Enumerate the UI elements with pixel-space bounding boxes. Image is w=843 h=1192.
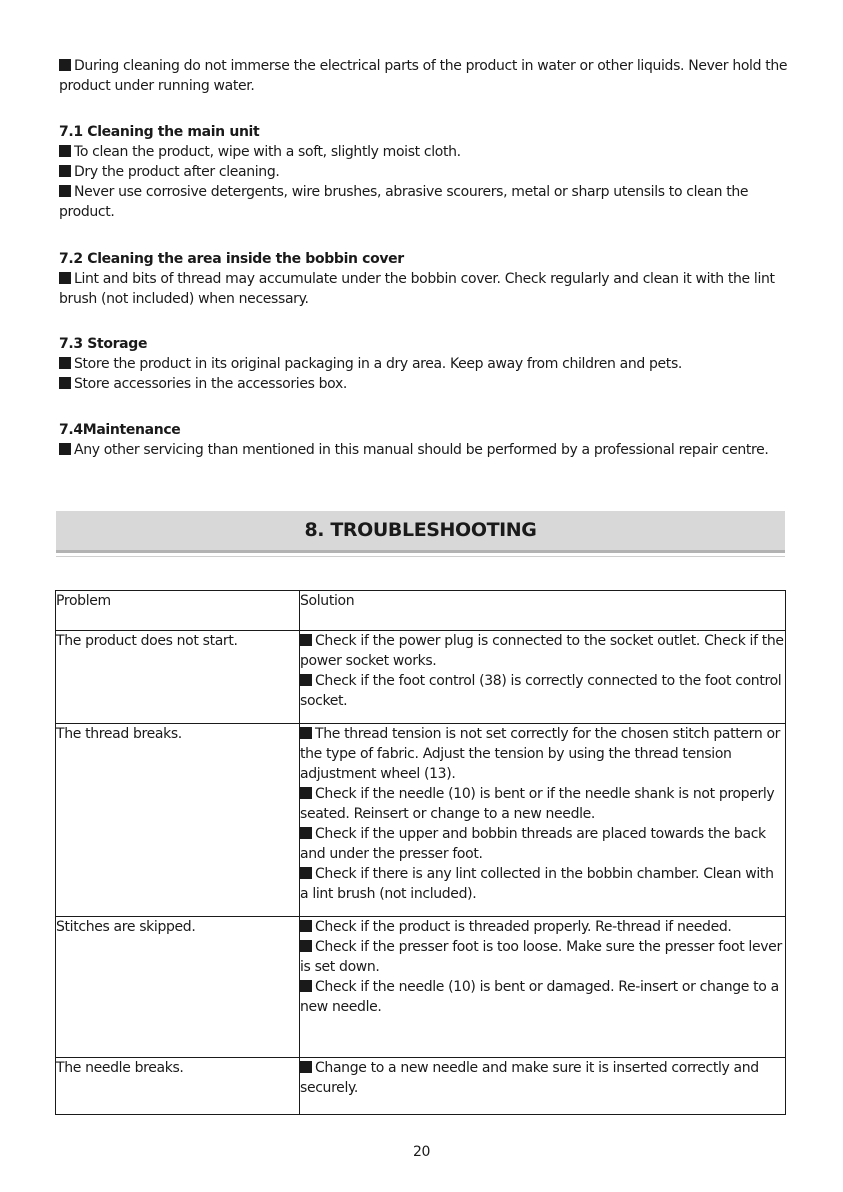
bullet-square-icon — [300, 940, 312, 952]
solution-cell — [300, 1058, 786, 1115]
bullet-square-icon — [300, 787, 312, 799]
problem-cell: The thread breaks. — [56, 724, 300, 917]
bullet-square-icon — [59, 272, 71, 284]
bullet-square-icon — [59, 145, 71, 157]
bullet-square-icon — [300, 674, 312, 686]
section-heading: 7.4Maintenance — [59, 422, 181, 438]
bullet-square-icon — [300, 980, 312, 992]
section-7-4 — [59, 420, 789, 460]
solution-item: The thread tension is not set correctly for the chosen stitch pattern or the type of fabric. Adjust the tension by using the thread tension adjustment wheel (13). — [300, 726, 781, 782]
bullet-square-icon — [300, 634, 312, 646]
section-item: Store accessories in the accessories box. — [74, 376, 347, 392]
solution-cell — [300, 917, 786, 1058]
section-7-1 — [59, 122, 789, 222]
section-item: Any other servicing than mentioned in this manual should be performed by a professional repair centre. — [74, 442, 769, 458]
column-header-problem: Problem — [56, 591, 300, 631]
bullet-square-icon — [59, 165, 71, 177]
section-item: Store the product in its original packaging in a dry area. Keep away from children and pets. — [74, 356, 682, 372]
solution-item: Check if the product is threaded properly. Re-thread if needed. — [315, 919, 732, 935]
table-row — [56, 1058, 786, 1115]
bullet-square-icon — [59, 357, 71, 369]
solution-item: Check if the power plug is connected to the socket outlet. Check if the power socket works. — [300, 633, 784, 669]
bullet-square-icon — [300, 1061, 312, 1073]
section-7-3 — [59, 334, 789, 394]
section-item: To clean the product, wipe with a soft, slightly moist cloth. — [74, 144, 461, 160]
banner-divider — [56, 556, 785, 557]
bullet-square-icon — [300, 827, 312, 839]
solution-item: Check if the needle (10) is bent or if the needle shank is not properly seated. Reinsert or change to a new needle. — [300, 786, 775, 822]
section-item: Dry the product after cleaning. — [74, 164, 280, 180]
bullet-square-icon — [300, 920, 312, 932]
page-number: 20 — [412, 1144, 431, 1160]
bullet-square-icon — [59, 377, 71, 389]
column-header-solution: Solution — [300, 591, 786, 631]
section-item: Never use corrosive detergents, wire brushes, abrasive scourers, metal or sharp utensils to clean the product. — [59, 184, 749, 220]
solution-cell — [300, 631, 786, 724]
intro-text: During cleaning do not immerse the electrical parts of the product in water or other liquids. Never hold the product under running water. — [59, 58, 788, 94]
troubleshooting-banner — [56, 511, 785, 553]
intro-paragraph — [59, 56, 789, 96]
problem-cell: The needle breaks. — [56, 1058, 300, 1115]
table-row — [56, 917, 786, 1058]
bullet-square-icon — [300, 867, 312, 879]
solution-cell — [300, 724, 786, 917]
table-header-row — [56, 591, 786, 631]
section-heading: 7.3 Storage — [59, 336, 148, 352]
bullet-square-icon — [59, 59, 71, 71]
solution-item: Check if the upper and bobbin threads are placed towards the back and under the presser foot. — [300, 826, 766, 862]
table-row — [56, 631, 786, 724]
problem-cell: The product does not start. — [56, 631, 300, 724]
solution-item: Check if the foot control (38) is correctly connected to the foot control socket. — [300, 673, 782, 709]
section-heading: 7.1 Cleaning the main unit — [59, 124, 260, 140]
section-item: Lint and bits of thread may accumulate under the bobbin cover. Check regularly and clean it with the lint brush (not included) when necessary. — [59, 271, 775, 307]
solution-item: Change to a new needle and make sure it is inserted correctly and securely. — [300, 1060, 759, 1096]
troubleshooting-table — [55, 590, 786, 1115]
solution-item: Check if the presser foot is too loose. Make sure the presser foot lever is set down. — [300, 939, 782, 975]
solution-item: Check if there is any lint collected in the bobbin chamber. Clean with a lint brush (not included). — [300, 866, 774, 902]
bullet-square-icon — [59, 443, 71, 455]
bullet-square-icon — [300, 727, 312, 739]
section-7-2 — [59, 249, 789, 309]
solution-item: Check if the needle (10) is bent or damaged. Re-insert or change to a new needle. — [300, 979, 779, 1015]
section-heading: 7.2 Cleaning the area inside the bobbin cover — [59, 251, 404, 267]
problem-cell: Stitches are skipped. — [56, 917, 300, 1058]
bullet-square-icon — [59, 185, 71, 197]
troubleshooting-title: 8. TROUBLESHOOTING — [304, 519, 537, 541]
table-row — [56, 724, 786, 917]
